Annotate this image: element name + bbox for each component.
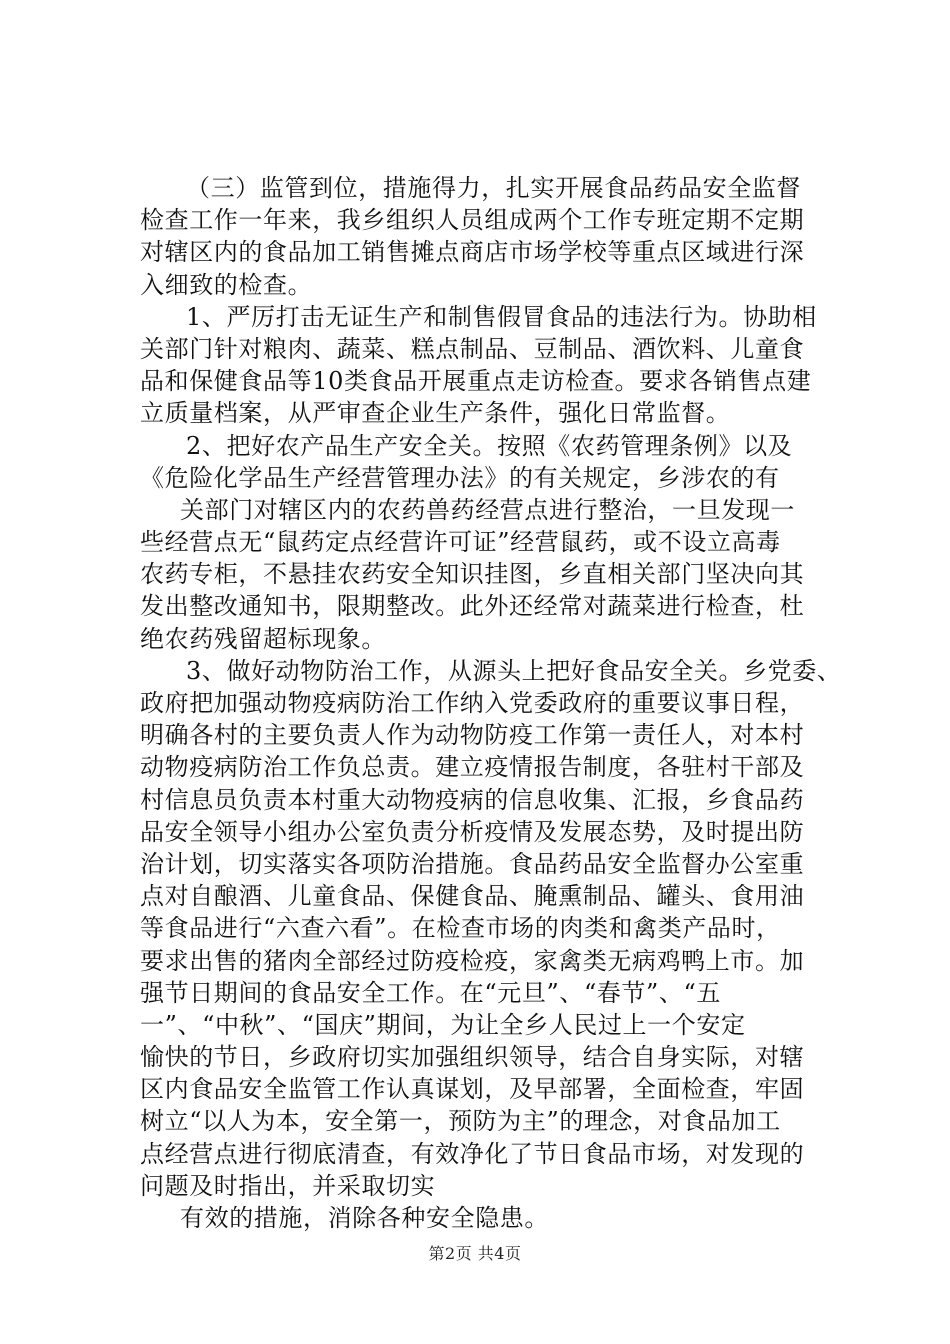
paragraph-line: 明确各村的主要负责人作为动物防疫工作第一责任人，对本村: [140, 721, 805, 750]
paragraph-line: 一”、“中秋”、“国庆”期间，为让全乡人民过上一个安定: [140, 1010, 746, 1039]
paragraph-line: 品安全领导小组办公室负责分析疫情及发展态势，及时提出防: [140, 817, 805, 846]
paragraph-line: 点对自酿酒、儿童食品、保健食品、腌熏制品、罐头、食用油: [140, 882, 805, 911]
paragraph-line: 绝农药残留超标现象。: [140, 624, 386, 653]
paragraph-line: 关部门对辖区内的农药兽药经营点进行整治，一旦发现一: [180, 495, 795, 524]
paragraph-line: 立质量档案，从严审查企业生产条件，强化日常监督。: [140, 399, 731, 428]
paragraph-line: 等食品进行“六查六看”。在检查市场的肉类和禽类产品时，: [140, 914, 781, 943]
paragraph-line: 检查工作一年来，我乡组织人员组成两个工作专班定期不定期: [140, 206, 805, 235]
paragraph-line: 治计划，切实落实各项防治措施。食品药品安全监督办公室重: [140, 849, 805, 878]
paragraph-line: 愉快的节日，乡政府切实加强组织领导，结合自身实际，对辖: [140, 1043, 805, 1072]
paragraph-line: 区内食品安全监管工作认真谋划，及早部署，全面检查，牢固: [140, 1075, 805, 1104]
paragraph-line: 有效的措施，消除各种安全隐患。: [180, 1204, 549, 1232]
paragraph-line: 3、做好动物防治工作，从源头上把好食品安全关。乡党委、: [186, 656, 842, 685]
paragraph-line: 农药专柜，不悬挂农药安全知识挂图，乡直相关部门坚决向其: [140, 560, 805, 589]
paragraph-line: 要求出售的猪肉全部经过防疫检疫，家禽类无病鸡鸭上市。加: [140, 946, 805, 975]
paragraph-line: 点经营点进行彻底清查，有效净化了节日食品市场，对发现的: [140, 1139, 805, 1168]
paragraph-line: 《危险化学品生产经营管理办法》的有关规定，乡涉农的有: [140, 463, 780, 492]
paragraph-line: 树立“以人为本，安全第一，预防为主”的理念，对食品加工: [140, 1107, 781, 1136]
paragraph-line: 1、严厉打击无证生产和制售假冒食品的违法行为。协助相: [186, 302, 817, 331]
page-number-footer: 第2页 共4页: [428, 1244, 522, 1263]
paragraph-line: 对辖区内的食品加工销售摊点商店市场学校等重点区域进行深: [140, 238, 805, 267]
paragraph-line: 关部门针对粮肉、蔬菜、糕点制品、豆制品、酒饮料、儿童食: [140, 334, 805, 363]
paragraph-line: 品和保健食品等10类食品开展重点走访检查。要求各销售点建: [140, 367, 812, 396]
paragraph-line: 动物疫病防治工作负总责。建立疫情报告制度，各驻村干部及: [140, 753, 805, 782]
paragraph-line: 入细致的检查。: [140, 270, 313, 299]
paragraph-line: 问题及时指出，并采取切实: [140, 1171, 436, 1200]
paragraph-line: 政府把加强动物疫病防治工作纳入党委政府的重要议事日程，: [140, 689, 805, 717]
paragraph-line: 强节日期间的食品安全工作。在“元旦”、“春节”、“五: [140, 978, 721, 1007]
paragraph-line: 村信息员负责本村重大动物疫病的信息收集、汇报，乡食品药: [140, 785, 805, 814]
paragraph-line: （三）监管到位，措施得力，扎实开展食品药品安全监督: [186, 174, 801, 202]
document-body: [140, 172, 840, 1234]
paragraph-line: 些经营点无“鼠药定点经营许可证”经营鼠药，或不设立高毒: [140, 528, 781, 557]
paragraph-line: 发出整改通知书，限期整改。此外还经常对蔬菜进行检查，杜: [140, 592, 805, 621]
paragraph-line: 2、把好农产品生产安全关。按照《农药管理条例》以及: [186, 431, 793, 460]
